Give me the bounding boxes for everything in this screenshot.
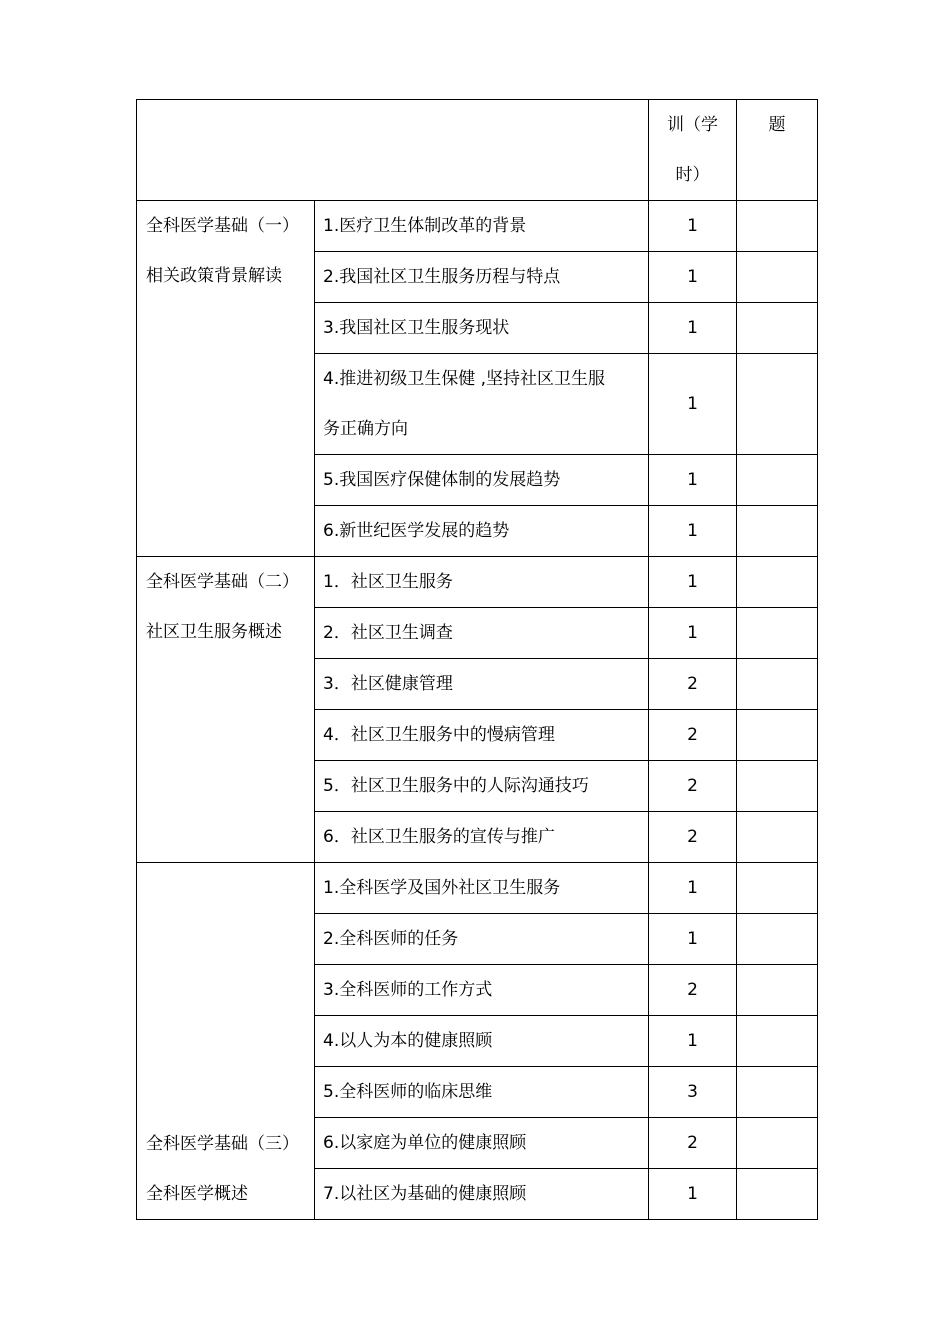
- hours-cell: 3: [649, 1067, 737, 1118]
- remark-cell: [737, 252, 818, 303]
- remark-cell: [737, 557, 818, 608]
- hours-cell: 1: [649, 914, 737, 965]
- topic-cell: 2.全科医师的任务: [315, 914, 649, 965]
- hours-cell: 1: [649, 1169, 737, 1220]
- remark-cell: [737, 1016, 818, 1067]
- topic-cell: 5．社区卫生服务中的人际沟通技巧: [315, 761, 649, 812]
- remark-cell: [737, 1118, 818, 1169]
- remark-cell: [737, 455, 818, 506]
- hours-cell: 1: [649, 863, 737, 914]
- topic-cell: 5.全科医师的临床思维: [315, 1067, 649, 1118]
- hours-cell: 1: [649, 354, 737, 455]
- topic-cell: 4.以人为本的健康照顾: [315, 1016, 649, 1067]
- table-row: [137, 557, 818, 608]
- module-subtitle: 相关政策背景解读: [146, 266, 282, 286]
- remark-cell: [737, 354, 818, 455]
- module-cell-2: [137, 557, 315, 863]
- topic-cell: 6．社区卫生服务的宣传与推广: [315, 812, 649, 863]
- hours-cell: 2: [649, 659, 737, 710]
- topic-cell: 4．社区卫生服务中的慢病管理: [315, 710, 649, 761]
- remark-cell: [737, 710, 818, 761]
- module-cell-1: [137, 201, 315, 557]
- remark-cell: [737, 812, 818, 863]
- topic-cell: 2.我国社区卫生服务历程与特点: [315, 252, 649, 303]
- topic-cell: 6.新世纪医学发展的趋势: [315, 506, 649, 557]
- hours-cell: 2: [649, 965, 737, 1016]
- module-title: 全科医学基础（二）: [146, 572, 299, 592]
- topic-cell: 1．社区卫生服务: [315, 557, 649, 608]
- module-subtitle: 全科医学概述: [146, 1184, 248, 1204]
- remark-cell: [737, 1067, 818, 1118]
- hours-cell: 1: [649, 506, 737, 557]
- hours-cell: 2: [649, 761, 737, 812]
- remark-cell: [737, 303, 818, 354]
- hours-cell: 1: [649, 557, 737, 608]
- topic-cell: 7.以社区为基础的健康照顾: [315, 1169, 649, 1220]
- topic-cell: [315, 354, 649, 455]
- header-topic-cell: 题: [737, 100, 818, 201]
- course-schedule-table: [136, 99, 818, 1220]
- hours-cell: 1: [649, 303, 737, 354]
- module-title: 全科医学基础（三）: [146, 1134, 299, 1154]
- remark-cell: [737, 608, 818, 659]
- remark-cell: [737, 201, 818, 252]
- topic-cell: 3．社区健康管理: [315, 659, 649, 710]
- module-subtitle: 社区卫生服务概述: [146, 622, 282, 642]
- topic-line2: 务正确方向: [323, 419, 408, 439]
- topic-cell: 5.我国医疗保健体制的发展趋势: [315, 455, 649, 506]
- topic-cell: 1.医疗卫生体制改革的背景: [315, 201, 649, 252]
- remark-cell: [737, 1169, 818, 1220]
- remark-cell: [737, 863, 818, 914]
- table-row: [137, 863, 818, 914]
- module-title: 全科医学基础（一）: [146, 216, 299, 236]
- hours-cell: 1: [649, 201, 737, 252]
- remark-cell: [737, 506, 818, 557]
- hours-cell: 1: [649, 608, 737, 659]
- topic-cell: 1.全科医学及国外社区卫生服务: [315, 863, 649, 914]
- hours-cell: 1: [649, 455, 737, 506]
- hours-cell: 1: [649, 252, 737, 303]
- module-cell-3: [137, 863, 315, 1220]
- header-hours-line1: 训（学: [667, 115, 718, 135]
- remark-cell: [737, 965, 818, 1016]
- topic-cell: 3.我国社区卫生服务现状: [315, 303, 649, 354]
- topic-cell: 2．社区卫生调查: [315, 608, 649, 659]
- remark-cell: [737, 761, 818, 812]
- header-hours-cell: [649, 100, 737, 201]
- hours-cell: 2: [649, 710, 737, 761]
- topic-line1: 4.推进初级卫生保健 ,坚持社区卫生服: [323, 369, 606, 389]
- header-hours-line2: 时）: [675, 165, 710, 185]
- remark-cell: [737, 914, 818, 965]
- topic-cell: 3.全科医师的工作方式: [315, 965, 649, 1016]
- table-row: [137, 201, 818, 252]
- remark-cell: [737, 659, 818, 710]
- header-row: [137, 100, 818, 201]
- hours-cell: 2: [649, 812, 737, 863]
- topic-cell: 6.以家庭为单位的健康照顾: [315, 1118, 649, 1169]
- hours-cell: 1: [649, 1016, 737, 1067]
- header-empty-cell: [137, 100, 649, 201]
- hours-cell: 2: [649, 1118, 737, 1169]
